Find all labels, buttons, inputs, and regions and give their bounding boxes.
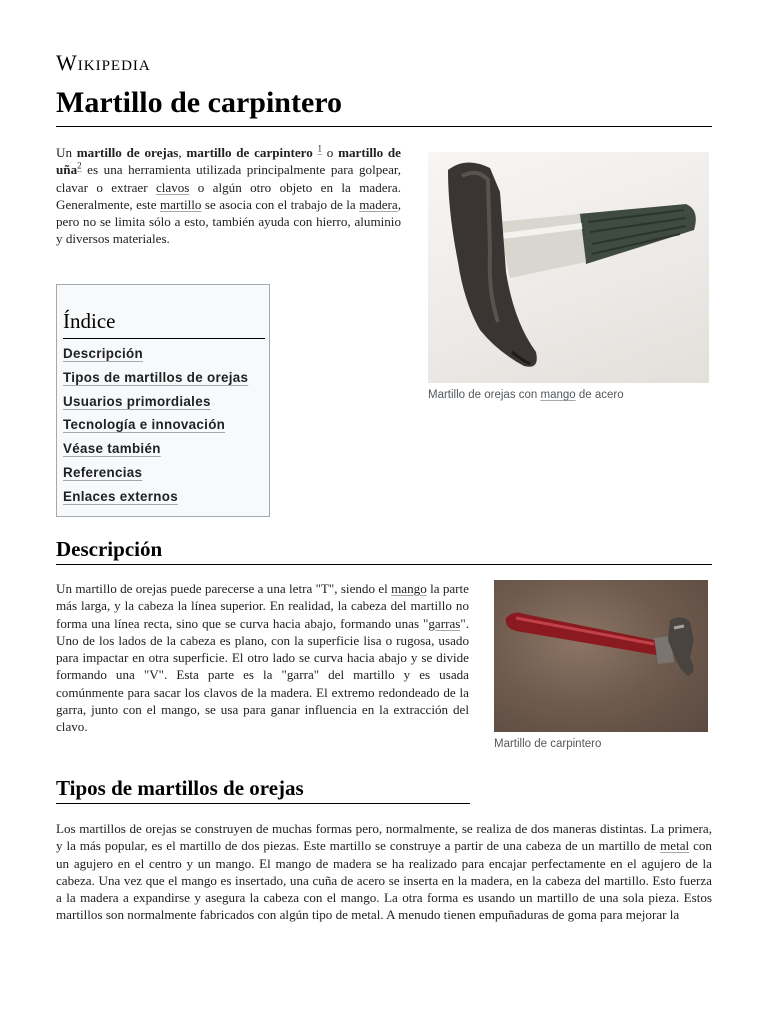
link-madera[interactable]: madera xyxy=(359,196,398,212)
figure-carpenter-hammer xyxy=(494,580,708,750)
link-garras[interactable]: garras xyxy=(428,615,461,631)
section-divider xyxy=(56,803,470,804)
link-clavos[interactable]: clavos xyxy=(155,179,190,195)
paragraph-text: Los martillos de orejas se construyen de muchas formas pero, normalmente, se realiza de dos maneras distintas. La primera, y la más popular, es el martillo de dos piezas. Este martillo se construye a partir de una cabeza de un martillo de xyxy=(56,821,712,854)
table-of-contents xyxy=(56,284,270,517)
paragraph-text: Un martillo de orejas puede parecerse a una letra "T", siendo el xyxy=(56,581,392,596)
section-heading-tipos: Tipos de martillos de orejas xyxy=(56,776,304,800)
hammer-shaft xyxy=(498,214,586,278)
claw-hammer-steel-image[interactable] xyxy=(428,152,709,383)
toc-item-tipos[interactable]: Tipos de martillos de orejas xyxy=(63,370,249,385)
wikipedia-logo[interactable]: Wikipedia xyxy=(56,50,151,75)
descripcion-paragraph xyxy=(56,580,469,736)
toc-item-tecnologia[interactable]: Tecnología e innovación xyxy=(63,417,226,432)
intro-paragraph xyxy=(56,144,401,248)
intro-text: , xyxy=(178,145,187,160)
toc-item-descripcion[interactable]: Descripción xyxy=(63,346,143,361)
reference-link-2[interactable]: 2 xyxy=(77,160,82,171)
tipos-paragraph xyxy=(56,820,712,924)
link-metal[interactable]: metal xyxy=(660,838,690,854)
head-shine xyxy=(674,626,684,628)
paragraph-text: con un agujero en el centro y un mango. El mango de madera se ha realizado para encajar perfectamente en el agujero de la cabeza. Una vez que el mango es insertado, una cuña de acero se inserta en la madera, en la cabeza del martillo. Esto fuerza a la madera a expandirse y asegura la cabeza con el mango. La otra forma es usando un martillo de una sola pieza. Estos martillos son normalmente fabricados con algún tipo de metal. A menudo tienen empuñaduras de goma para mejorar la xyxy=(56,838,712,923)
intro-text: o algún otro objeto en la madera. Generalmente, este xyxy=(56,179,401,212)
intro-text: es una herramienta utilizada principalmente para golpear, clavar o extraer xyxy=(56,162,401,195)
toc-item-referencias[interactable]: Referencias xyxy=(63,465,143,480)
figure-caption: Martillo de carpintero xyxy=(494,738,602,750)
claw-hammer-illustration xyxy=(428,152,709,383)
title-divider xyxy=(56,126,712,127)
figure-caption xyxy=(428,389,709,401)
intro-bold-term: martillo de orejas xyxy=(76,145,179,160)
intro-text: o xyxy=(322,145,339,160)
link-mango[interactable]: mango xyxy=(540,389,576,401)
caption-text: Martillo de orejas con xyxy=(428,389,541,401)
paragraph-text: ". Uno de los lados de la cabeza es plano, con la superficie lisa o rugosa, usado para impactar en otra superficie. El otro lado se curva hacia abajo y se divide formando una "V". Esta parte es la "garra" del martillo y es usada comúnmente para sacar los clavos de la madera. El extremo redondeado de la garra, junto con el mango, se usa para ganar influencia en la extracción del clavo. xyxy=(56,615,469,735)
carpenter-hammer-image[interactable] xyxy=(494,580,708,732)
toc-item-vease[interactable]: Véase también xyxy=(63,441,161,456)
page-title: Martillo de carpintero xyxy=(56,86,343,119)
link-mango[interactable]: mango xyxy=(391,581,427,596)
carpenter-hammer-illustration xyxy=(494,580,708,732)
intro-text: se asocia con el trabajo de la xyxy=(201,196,360,212)
toc-item-usuarios[interactable]: Usuarios primordiales xyxy=(63,394,211,409)
caption-text: de acero xyxy=(575,389,624,401)
intro-text: , pero no se limita sólo a esto, también ayuda con hierro, aluminio y diversos materiales. xyxy=(56,196,402,247)
toc-divider xyxy=(63,338,265,339)
paragraph-text: la parte más larga, y la cabeza la línea superior. En realidad, la cabeza del martillo no forma una línea recta, sino que se curva hacia abajo, formando unas " xyxy=(56,581,469,631)
toc-title: Índice xyxy=(63,309,116,333)
figure-claw-hammer-steel xyxy=(428,152,709,401)
link-martillo[interactable]: martillo xyxy=(159,196,202,212)
reference-link-1[interactable]: 1 xyxy=(317,143,323,154)
intro-bold-term: martillo de uña xyxy=(56,145,401,178)
section-divider xyxy=(56,564,712,565)
intro-text: Un xyxy=(56,145,77,160)
toc-item-enlaces[interactable]: Enlaces externos xyxy=(63,489,178,504)
intro-bold-term: martillo de carpintero xyxy=(186,145,313,160)
section-heading-descripcion: Descripción xyxy=(56,537,163,561)
